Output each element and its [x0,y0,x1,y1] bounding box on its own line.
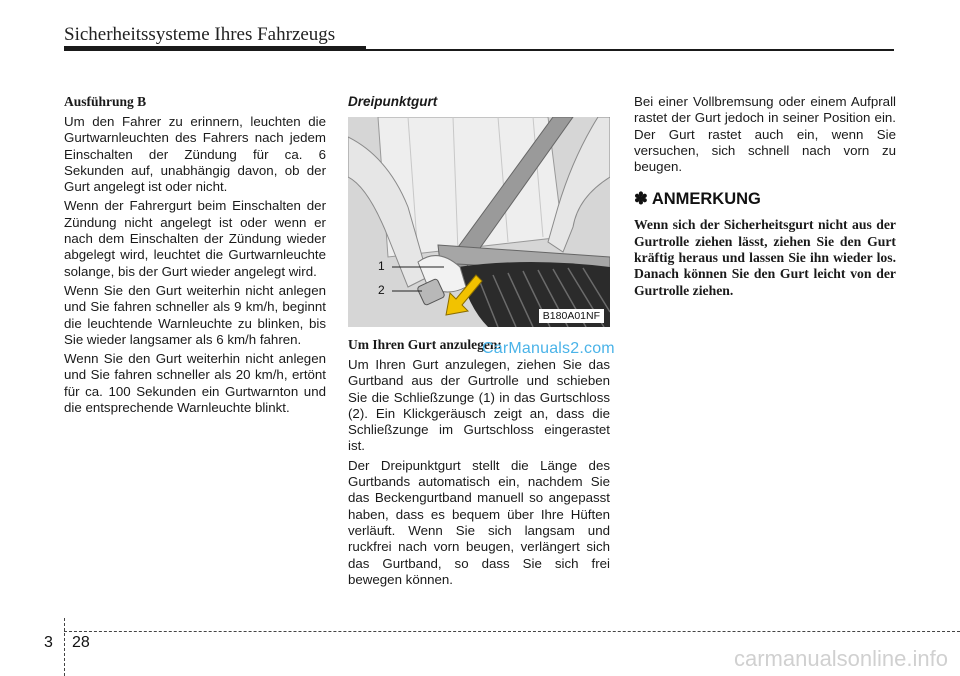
watermark-carmanuals2[interactable]: CarManuals2.com [482,340,615,357]
seatbelt-illustration [348,117,610,327]
page-header-title: Sicherheitssysteme Ihres Fahrzeugs [64,24,336,45]
page-number: 28 [72,634,90,651]
paragraph: Wenn Sie den Gurt weiterhin nicht anlegen und Sie fahren schneller als 20 km/h, ertönt für ca. 100 Sekunden ein Gurtwarnton und die entsprechende Warnleuchte blinkt. [64,351,326,416]
chapter-number: 3 [44,634,53,651]
paragraph: Der Dreipunktgurt stellt die Länge des Gurtbands automatisch ein, nachdem Sie das Beckengurtband manuell so angepasst haben, dass es bequem über Ihre Hüften verläuft. Wenn Sie sich langsam und ruckfrei nach vorn beugen, verlängert sich das Gurtband, so dass Sie sich frei bewegen können. [348,457,610,587]
watermark-carmanualsonline[interactable]: carmanualsonline.info [733,646,948,671]
paragraph: Wenn der Fahrergurt beim Einschalten der Zündung nicht angelegt ist oder wenn er nach dem Einschalten der Zündung wieder abgelegt wird, leuchtet die Gurtwarnleuchte solange, bis der Gurt wieder angelegt wird. [64,198,326,279]
note-text: Wenn sich der Sicherheitsgurt nicht aus der Gurtrolle ziehen lässt, ziehen Sie den Gurt kräftig heraus und lassen Sie ihn wieder los. Danach können Sie den Gurt leicht von der Gurtrolle ziehen. [634,217,896,298]
callout-tongue: 1 [378,259,385,273]
footer-divider-horizontal [64,631,960,632]
seatbelt-figure [348,117,610,327]
note-heading [634,189,896,209]
footer-divider-vertical [64,618,65,676]
asterisk-icon: ✽ [634,190,648,209]
callout-buckle: 2 [378,283,385,297]
subheading-gurt-anlegen: Um Ihren Gurt anzulegen: [348,337,502,352]
paragraph: Um den Fahrer zu erinnern, leuchten die Gurtwarnleuchten des Fahrers nach jedem Einschalten der Zündung für ca. 6 Sekunden auf, unabhängig davon, ob der Gurt angelegt ist oder nicht. [64,114,326,195]
paragraph: Um Ihren Gurt anzulegen, ziehen Sie das Gurtband aus der Gurtrolle und schieben Sie die Schließzunge (1) in das Gurtschloss (2). Ein Klickgeräusch zeigt an, dass die Schließzunge im Gurtschloss eingerastet ist. [348,357,610,454]
column-right [634,94,896,299]
header-rule-thin [366,49,894,51]
note-heading-label: ANMERKUNG [651,190,761,209]
paragraph: Wenn Sie den Gurt weiterhin nicht anlegen und Sie fahren schneller als 9 km/h, beginnt die leuchtende Warnleuchte zu blinken, bis Sie wieder langsamer als 6 km/h fahren. [64,282,326,347]
column-left [64,94,326,419]
section-heading-dreipunktgurt: Dreipunktgurt [348,94,438,109]
paragraph: Bei einer Vollbremsung oder einem Aufprall rastet der Gurt jedoch in seiner Position ein. Der Gurt rastet auch ein, wenn Sie versuchen, sich schnell nach vorn zu beugen. [634,94,896,175]
section-heading-ausfuehrung-b: Ausführung B [64,94,147,109]
figure-code: B180A01NF [539,309,604,323]
header-rule-thick [64,46,366,51]
